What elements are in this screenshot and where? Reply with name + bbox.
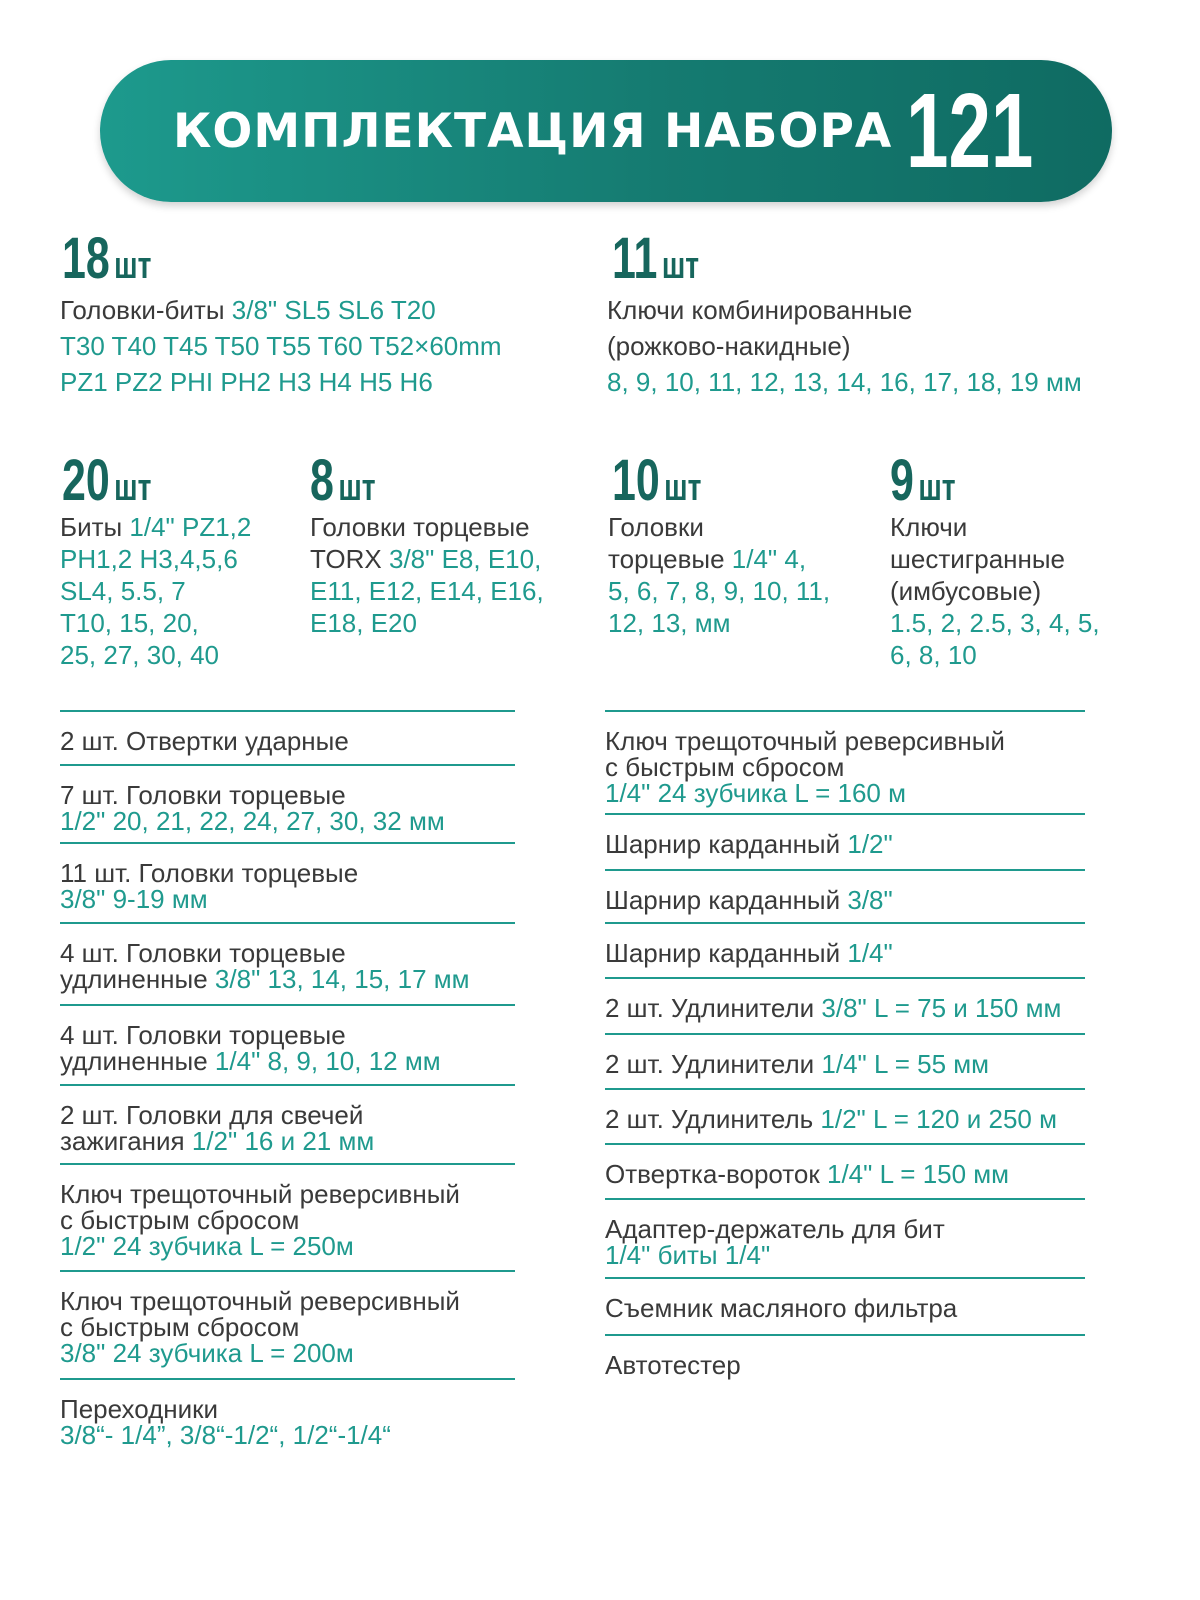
description-line bbox=[310, 543, 544, 575]
count-unit: шт bbox=[338, 467, 376, 509]
count-unit: шт bbox=[661, 245, 700, 287]
count-number: 8 bbox=[310, 448, 334, 513]
description-line bbox=[607, 364, 1082, 400]
spec-text: 1/2" 24 зубчика L = 250м bbox=[60, 1231, 354, 1261]
item-text: Съемник масляного фильтра bbox=[605, 1293, 958, 1323]
item-text: зажигания bbox=[60, 1126, 192, 1156]
item-text: торцевые bbox=[608, 544, 732, 574]
item-text: Автотестер bbox=[605, 1350, 741, 1380]
list-item bbox=[605, 1352, 741, 1378]
description-line bbox=[60, 292, 502, 328]
total-count: 121 bbox=[906, 72, 1034, 190]
divider bbox=[605, 710, 1085, 712]
item-text: TORX bbox=[310, 544, 389, 574]
description-line bbox=[60, 607, 251, 639]
description-line bbox=[890, 543, 1100, 575]
divider bbox=[60, 764, 515, 766]
divider bbox=[605, 1198, 1085, 1200]
list-item bbox=[605, 995, 1061, 1021]
item-text: Ключ трещоточный реверсивный bbox=[605, 726, 1005, 756]
item-text: Отвертка-вороток bbox=[605, 1159, 827, 1189]
spec-text: 3/8" 24 зубчика L = 200м bbox=[60, 1338, 354, 1368]
spec-text: 1/4" 4, bbox=[731, 544, 807, 574]
divider bbox=[60, 1084, 515, 1086]
group-description bbox=[890, 511, 1100, 671]
list-item-line bbox=[60, 782, 445, 808]
item-text: 2 шт. Удлинители bbox=[605, 993, 822, 1023]
divider bbox=[60, 1270, 515, 1272]
list-item-line bbox=[605, 1161, 1009, 1187]
divider bbox=[605, 1334, 1085, 1336]
list-item-line bbox=[60, 1422, 391, 1448]
description-line bbox=[60, 511, 251, 543]
item-text: Головки торцевые bbox=[310, 512, 530, 542]
spec-text: 1/2" 20, 21, 22, 24, 27, 30, 32 мм bbox=[60, 806, 445, 836]
list-item-line bbox=[605, 1295, 957, 1321]
list-item-line bbox=[60, 860, 358, 886]
list-item bbox=[605, 1295, 957, 1321]
item-text: 4 шт. Головки торцевые bbox=[60, 938, 346, 968]
divider bbox=[605, 922, 1085, 924]
spec-text: PH1,2 H3,4,5,6 bbox=[60, 544, 238, 574]
spec-text: 1.5, 2, 2.5, 3, 4, 5, bbox=[890, 608, 1100, 638]
item-text: удлиненные bbox=[60, 964, 215, 994]
list-item-line bbox=[60, 1128, 374, 1154]
list-item-line bbox=[60, 808, 445, 834]
spec-text: E18, E20 bbox=[310, 608, 417, 638]
spec-text: 1/2" bbox=[847, 829, 893, 859]
list-item-line bbox=[605, 1216, 945, 1242]
spec-text: T10, 15, 20, bbox=[60, 608, 199, 638]
count-number: 9 bbox=[890, 448, 914, 513]
spec-text: E11, E12, E14, E16, bbox=[310, 576, 544, 606]
list-item bbox=[605, 1216, 945, 1268]
group-description bbox=[310, 511, 544, 639]
item-text: 2 шт. Отвертки ударные bbox=[60, 726, 349, 756]
list-item-line bbox=[60, 966, 470, 992]
description-line bbox=[608, 607, 830, 639]
item-text: Ключи bbox=[890, 512, 968, 542]
spec-text: 1/4" L = 55 мм bbox=[821, 1049, 990, 1079]
item-text: Шарнир карданный bbox=[605, 829, 848, 859]
item-text: Шарнир карданный bbox=[605, 938, 848, 968]
spec-text: 5, 6, 7, 8, 9, 10, 11, bbox=[608, 576, 831, 606]
group-count bbox=[890, 448, 956, 517]
item-text: Ключ трещоточный реверсивный bbox=[60, 1179, 460, 1209]
list-item-line bbox=[60, 1288, 460, 1314]
description-line bbox=[60, 639, 251, 671]
count-number: 18 bbox=[62, 226, 110, 291]
list-item bbox=[60, 1102, 374, 1154]
description-line bbox=[60, 543, 251, 575]
list-item-line bbox=[60, 1022, 441, 1048]
group-count bbox=[62, 226, 152, 295]
description-line bbox=[607, 328, 1082, 364]
item-text: 11 шт. Головки торцевые bbox=[60, 858, 359, 888]
item-text: Адаптер-держатель для бит bbox=[605, 1214, 945, 1244]
spec-text: 1/4" L = 150 мм bbox=[826, 1159, 1010, 1189]
item-text: с быстрым сбросом bbox=[60, 1312, 300, 1342]
list-item-line bbox=[60, 1048, 441, 1074]
description-line bbox=[890, 575, 1100, 607]
item-text: с быстрым сбросом bbox=[605, 752, 845, 782]
count-number: 11 bbox=[612, 226, 658, 291]
divider bbox=[60, 710, 515, 712]
description-line bbox=[60, 328, 502, 364]
group-description bbox=[607, 292, 1082, 400]
list-item-line bbox=[605, 887, 893, 913]
list-item-line bbox=[605, 995, 1061, 1021]
description-line bbox=[890, 639, 1100, 671]
list-item-line bbox=[60, 940, 470, 966]
list-item-line bbox=[60, 886, 358, 912]
item-text: 2 шт. Удлинитель bbox=[605, 1104, 821, 1134]
item-text: шестигранные bbox=[890, 544, 1066, 574]
list-item bbox=[60, 940, 470, 992]
item-text: 7 шт. Головки торцевые bbox=[60, 780, 346, 810]
list-item-line bbox=[60, 1396, 391, 1422]
description-line bbox=[608, 575, 830, 607]
list-item-line bbox=[60, 728, 349, 754]
spec-text: 1/2" 16 и 21 мм bbox=[191, 1126, 375, 1156]
list-item bbox=[605, 1106, 1057, 1132]
spec-text: 3/8" 9-19 мм bbox=[60, 884, 208, 914]
description-line bbox=[890, 607, 1100, 639]
group-description bbox=[608, 511, 830, 639]
description-line bbox=[310, 575, 544, 607]
item-text: с быстрым сбросом bbox=[60, 1205, 300, 1235]
list-item bbox=[605, 1051, 989, 1077]
divider bbox=[605, 1088, 1085, 1090]
spec-text: 3/8" bbox=[847, 885, 893, 915]
item-text: Головки bbox=[608, 512, 704, 542]
item-text: удлиненные bbox=[60, 1046, 215, 1076]
spec-text: T30 T40 T45 T50 T55 T60 T52×60mm bbox=[60, 331, 502, 361]
divider bbox=[60, 1163, 515, 1165]
item-text: 2 шт. Головки для свечей bbox=[60, 1100, 364, 1130]
item-text: Шарнир карданный bbox=[605, 885, 848, 915]
list-item-line bbox=[605, 831, 893, 857]
description-line bbox=[60, 575, 251, 607]
item-text: Ключи комбинированные bbox=[607, 295, 913, 325]
list-item bbox=[60, 728, 349, 754]
list-item bbox=[60, 1022, 441, 1074]
divider bbox=[605, 1277, 1085, 1279]
item-text: Ключ трещоточный реверсивный bbox=[60, 1286, 460, 1316]
page-title: КОМПЛЕКТАЦИЯ НАБОРА bbox=[173, 104, 893, 159]
list-item-line bbox=[605, 1106, 1057, 1132]
description-line bbox=[608, 543, 830, 575]
list-item bbox=[60, 860, 358, 912]
divider bbox=[605, 1033, 1085, 1035]
count-number: 10 bbox=[612, 448, 660, 513]
list-item-line bbox=[605, 728, 1005, 754]
list-item-line bbox=[60, 1181, 460, 1207]
divider bbox=[605, 1143, 1085, 1145]
list-item-line bbox=[605, 1051, 989, 1077]
list-item bbox=[60, 1396, 391, 1448]
item-text: Головки-биты bbox=[60, 295, 232, 325]
list-item-line bbox=[605, 940, 893, 966]
list-item-line bbox=[605, 1352, 741, 1378]
item-text: (имбусовые) bbox=[890, 576, 1042, 606]
list-item bbox=[605, 887, 893, 913]
list-item bbox=[60, 1181, 460, 1259]
count-unit: шт bbox=[114, 467, 152, 509]
divider bbox=[60, 1378, 515, 1380]
divider bbox=[60, 1004, 515, 1006]
spec-text: 3/8" L = 75 и 150 мм bbox=[821, 993, 1062, 1023]
description-line bbox=[608, 511, 830, 543]
spec-text: 12, 13, мм bbox=[608, 608, 731, 638]
spec-text: SL4, 5.5, 7 bbox=[60, 576, 186, 606]
list-item-line bbox=[605, 780, 1005, 806]
divider bbox=[605, 813, 1085, 815]
divider bbox=[605, 869, 1085, 871]
list-item bbox=[60, 1288, 460, 1366]
item-text: 2 шт. Удлинители bbox=[605, 1049, 822, 1079]
list-item bbox=[605, 1161, 1009, 1187]
spec-text: 3/8" 13, 14, 15, 17 мм bbox=[214, 964, 470, 994]
list-item bbox=[605, 728, 1005, 806]
list-item-line bbox=[605, 754, 1005, 780]
spec-text: 3/8" E8, E10, bbox=[388, 544, 542, 574]
list-item-line bbox=[605, 1242, 945, 1268]
list-item-line bbox=[60, 1340, 460, 1366]
spec-text: 1/2" L = 120 и 250 м bbox=[820, 1104, 1057, 1134]
description-line bbox=[890, 511, 1100, 543]
spec-text: 25, 27, 30, 40 bbox=[60, 640, 220, 670]
spec-text: PZ1 PZ2 PHI PH2 H3 H4 H5 H6 bbox=[60, 367, 433, 397]
spec-text: 3/8“- 1/4”, 3/8“-1/2“, 1/2“-1/4“ bbox=[60, 1420, 391, 1450]
spec-text: 6, 8, 10 bbox=[890, 640, 977, 670]
divider bbox=[60, 922, 515, 924]
group-count bbox=[62, 448, 152, 517]
description-line bbox=[60, 364, 502, 400]
list-item-line bbox=[60, 1102, 374, 1128]
group-count bbox=[612, 448, 702, 517]
spec-text: 1/4" bbox=[847, 938, 893, 968]
list-item-line bbox=[60, 1314, 460, 1340]
divider bbox=[605, 977, 1085, 979]
group-count bbox=[310, 448, 376, 517]
list-item bbox=[605, 940, 893, 966]
description-line bbox=[310, 607, 544, 639]
item-text: 4 шт. Головки торцевые bbox=[60, 1020, 346, 1050]
description-line bbox=[607, 292, 1082, 328]
list-item bbox=[60, 782, 445, 834]
item-text: (рожково-накидные) bbox=[607, 331, 851, 361]
count-unit: шт bbox=[114, 245, 152, 287]
item-text: Биты bbox=[60, 512, 130, 542]
count-number: 20 bbox=[62, 448, 110, 513]
spec-text: 1/4" биты 1/4" bbox=[605, 1240, 771, 1270]
spec-text: 1/4" 8, 9, 10, 12 мм bbox=[214, 1046, 441, 1076]
spec-text: 1/4" PZ1,2 bbox=[129, 512, 252, 542]
description-line bbox=[310, 511, 544, 543]
list-item-line bbox=[60, 1233, 460, 1259]
list-item-line bbox=[60, 1207, 460, 1233]
group-count bbox=[612, 226, 700, 295]
count-unit: шт bbox=[918, 467, 956, 509]
item-text: Переходники bbox=[60, 1394, 219, 1424]
spec-text: 8, 9, 10, 11, 12, 13, 14, 16, 17, 18, 19 мм bbox=[607, 367, 1082, 397]
group-description bbox=[60, 292, 502, 400]
divider bbox=[60, 842, 515, 844]
list-item bbox=[605, 831, 893, 857]
group-description bbox=[60, 511, 251, 671]
spec-text: 3/8" SL5 SL6 T20 bbox=[231, 295, 436, 325]
spec-text: 1/4" 24 зубчика L = 160 м bbox=[605, 778, 906, 808]
count-unit: шт bbox=[664, 467, 702, 509]
